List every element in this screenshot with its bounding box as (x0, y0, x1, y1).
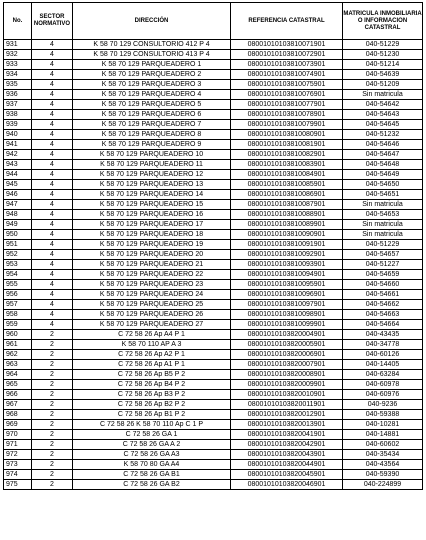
address-cell: C 72 58 26 Ap A2 P 1 (73, 350, 231, 360)
cadastral-ref-cell: 08001010103810097901 (231, 300, 343, 310)
cadastral-ref-cell: 08001010103810071901 (231, 40, 343, 50)
table-row (4, 220, 423, 230)
address-cell: K 58 70 129 PARQUEADERO 10 (73, 150, 231, 160)
cadastral-ref-cell: 08001010103810099901 (231, 320, 343, 330)
row-number: 948 (4, 210, 32, 220)
table-row (4, 210, 423, 220)
cadastral-ref-cell: 08001010103820009901 (231, 380, 343, 390)
address-cell: K 58 70 129 PARQUEADERO 22 (73, 270, 231, 280)
row-number: 947 (4, 200, 32, 210)
sector-cell: 4 (32, 190, 73, 200)
cadastral-ref-cell: 08001010103810080901 (231, 130, 343, 140)
registration-cell: 040-54639 (343, 70, 423, 80)
sector-cell: 2 (32, 400, 73, 410)
sector-cell: 4 (32, 230, 73, 240)
address-cell: K 58 70 129 PARQUEADERO 2 (73, 70, 231, 80)
table-row (4, 80, 423, 90)
address-cell: C 72 58 26 GA A3 (73, 450, 231, 460)
registration-cell: 040-51209 (343, 80, 423, 90)
row-number: 935 (4, 80, 32, 90)
table-row (4, 470, 423, 480)
cadastral-ref-cell: 08001010103810091901 (231, 240, 343, 250)
table-row (4, 240, 423, 250)
table-row (4, 120, 423, 130)
address-cell: K 58 70 129 PARQUEADERO 13 (73, 180, 231, 190)
row-number: 931 (4, 40, 32, 50)
cadastral-ref-cell: 08001010103810072901 (231, 50, 343, 60)
sector-cell: 4 (32, 90, 73, 100)
cadastral-ref-cell: 08001010103810078901 (231, 110, 343, 120)
table-row (4, 360, 423, 370)
address-cell: K 58 70 129 PARQUEADERO 12 (73, 170, 231, 180)
registration-cell: 040-59388 (343, 410, 423, 420)
row-number: 959 (4, 320, 32, 330)
address-cell: K 58 70 129 PARQUEADERO 8 (73, 130, 231, 140)
address-cell: K 58 70 129 CONSULTORIO 413 P 4 (73, 50, 231, 60)
address-cell: K 58 70 129 PARQUEADERO 27 (73, 320, 231, 330)
row-number: 971 (4, 440, 32, 450)
table-row (4, 110, 423, 120)
cadastral-ref-cell: 08001010103820041901 (231, 430, 343, 440)
address-cell: C 72 58 26 Ap B3 P 2 (73, 390, 231, 400)
row-number: 951 (4, 240, 32, 250)
registration-cell: 040-43435 (343, 330, 423, 340)
row-number: 967 (4, 400, 32, 410)
cadastral-ref-cell: 08001010103810084901 (231, 170, 343, 180)
sector-cell: 4 (32, 260, 73, 270)
cadastral-ref-cell: 08001010103810096901 (231, 290, 343, 300)
row-number: 945 (4, 180, 32, 190)
address-cell: K 58 70 129 PARQUEADERO 15 (73, 200, 231, 210)
registration-cell: 040-60602 (343, 440, 423, 450)
cadastral-ref-cell: 08001010103820044901 (231, 460, 343, 470)
table-row (4, 170, 423, 180)
address-cell: C 72 58 26 Ap B5 P 2 (73, 370, 231, 380)
table-row (4, 390, 423, 400)
cadastral-ref-cell: 08001010103810079901 (231, 120, 343, 130)
address-cell: C 72 58 26 Ap A4 P 1 (73, 330, 231, 340)
row-number: 954 (4, 270, 32, 280)
registration-cell: 040-60126 (343, 350, 423, 360)
cadastral-ref-cell: 08001010103820042901 (231, 440, 343, 450)
cadastral-ref-cell: 08001010103810085901 (231, 180, 343, 190)
cadastral-ref-cell: 08001010103810081901 (231, 140, 343, 150)
sector-cell: 2 (32, 370, 73, 380)
row-number: 949 (4, 220, 32, 230)
cadastral-ref-cell: 08001010103810075901 (231, 80, 343, 90)
table-row (4, 100, 423, 110)
table-row (4, 180, 423, 190)
sector-cell: 4 (32, 120, 73, 130)
address-cell: K 58 70 129 PARQUEADERO 18 (73, 230, 231, 240)
registration-cell: 040-54661 (343, 290, 423, 300)
sector-cell: 2 (32, 330, 73, 340)
sector-cell: 4 (32, 200, 73, 210)
address-cell: K 58 70 129 PARQUEADERO 19 (73, 240, 231, 250)
address-cell: K 58 70 80 GA A4 (73, 460, 231, 470)
table-row (4, 350, 423, 360)
row-number: 965 (4, 380, 32, 390)
row-number: 943 (4, 160, 32, 170)
table-row (4, 320, 423, 330)
table-row (4, 480, 423, 490)
registration-cell: 040-60978 (343, 380, 423, 390)
table-row (4, 330, 423, 340)
registration-cell: 040-14405 (343, 360, 423, 370)
registration-cell: 040-54647 (343, 150, 423, 160)
registration-cell: 040-54643 (343, 110, 423, 120)
row-number: 941 (4, 140, 32, 150)
sector-cell: 4 (32, 150, 73, 160)
row-number: 946 (4, 190, 32, 200)
sector-cell: 2 (32, 340, 73, 350)
cadastral-ref-cell: 08001010103820007901 (231, 360, 343, 370)
table-row (4, 200, 423, 210)
header-referencia: REFERENCIA CATASTRAL (231, 3, 343, 40)
cadastral-ref-cell: 08001010103820006901 (231, 350, 343, 360)
address-cell: C 72 58 26 Ap B2 P 2 (73, 400, 231, 410)
sector-cell: 4 (32, 140, 73, 150)
address-cell: K 58 70 129 PARQUEADERO 9 (73, 140, 231, 150)
row-number: 953 (4, 260, 32, 270)
header-no: No. (4, 3, 32, 40)
registration-cell: 040-54663 (343, 310, 423, 320)
registration-cell: 040-54659 (343, 270, 423, 280)
registration-cell: 040-10281 (343, 420, 423, 430)
table-row (4, 410, 423, 420)
address-cell: K 58 70 129 PARQUEADERO 3 (73, 80, 231, 90)
row-number: 933 (4, 60, 32, 70)
address-cell: K 58 70 129 PARQUEADERO 24 (73, 290, 231, 300)
table-row (4, 160, 423, 170)
cadastral-ref-cell: 08001010103810077901 (231, 100, 343, 110)
registration-cell: Sin matricula (343, 200, 423, 210)
registration-cell: 040-54664 (343, 320, 423, 330)
table-row (4, 450, 423, 460)
cadastral-ref-cell: 08001010103810094901 (231, 270, 343, 280)
sector-cell: 2 (32, 350, 73, 360)
address-cell: K 58 70 129 PARQUEADERO 26 (73, 310, 231, 320)
address-cell: C 72 58 26 K 58 70 110 Ap C 1 P (73, 420, 231, 430)
table-row (4, 230, 423, 240)
table-row (4, 50, 423, 60)
row-number: 952 (4, 250, 32, 260)
address-cell: C 72 58 26 GA A 2 (73, 440, 231, 450)
row-number: 970 (4, 430, 32, 440)
address-cell: K 58 70 129 PARQUEADERO 20 (73, 250, 231, 260)
row-number: 966 (4, 390, 32, 400)
cadastral-ref-cell: 08001010103820043901 (231, 450, 343, 460)
table-row (4, 430, 423, 440)
cadastral-ref-cell: 08001010103810074901 (231, 70, 343, 80)
row-number: 961 (4, 340, 32, 350)
registration-cell: 040-54649 (343, 170, 423, 180)
sector-cell: 2 (32, 420, 73, 430)
sector-cell: 4 (32, 60, 73, 70)
registration-cell: 040-51232 (343, 130, 423, 140)
address-cell: K 58 70 129 PARQUEADERO 16 (73, 210, 231, 220)
sector-cell: 4 (32, 320, 73, 330)
sector-cell: 4 (32, 270, 73, 280)
header-row (4, 3, 423, 40)
registration-cell: 040-54648 (343, 160, 423, 170)
row-number: 972 (4, 450, 32, 460)
address-cell: K 58 70 129 CONSULTORIO 412 P 4 (73, 40, 231, 50)
row-number: 932 (4, 50, 32, 60)
address-cell: C 72 58 26 Ap B1 P 2 (73, 410, 231, 420)
row-number: 964 (4, 370, 32, 380)
cadastral-ref-cell: 08001010103810089901 (231, 220, 343, 230)
header-sector: SECTOR NORMATIVO (32, 3, 73, 40)
table-row (4, 460, 423, 470)
sector-cell: 2 (32, 480, 73, 490)
table-row (4, 370, 423, 380)
sector-cell: 4 (32, 290, 73, 300)
table-row (4, 290, 423, 300)
registration-cell: 040-59390 (343, 470, 423, 480)
cadastral-ref-cell: 08001010103810090901 (231, 230, 343, 240)
sector-cell: 4 (32, 110, 73, 120)
cadastral-ref-cell: 08001010103820004901 (231, 330, 343, 340)
sector-cell: 2 (32, 460, 73, 470)
sector-cell: 4 (32, 300, 73, 310)
table-header (4, 3, 423, 40)
row-number: 936 (4, 90, 32, 100)
address-cell: C 72 58 26 GA B2 (73, 480, 231, 490)
cadastral-ref-cell: 08001010103810087901 (231, 200, 343, 210)
registration-cell: 040-54642 (343, 100, 423, 110)
address-cell: C 72 58 26 GA 1 (73, 430, 231, 440)
registration-cell: 040-54646 (343, 140, 423, 150)
cadastral-table (3, 2, 423, 490)
address-cell: K 58 70 129 PARQUEADERO 25 (73, 300, 231, 310)
table-body (4, 40, 423, 490)
registration-cell: 040-54651 (343, 190, 423, 200)
registration-cell: 040-60976 (343, 390, 423, 400)
address-cell: K 58 70 129 PARQUEADERO 14 (73, 190, 231, 200)
row-number: 974 (4, 470, 32, 480)
address-cell: K 58 70 129 PARQUEADERO 1 (73, 60, 231, 70)
table-row (4, 90, 423, 100)
cadastral-ref-cell: 08001010103820011901 (231, 400, 343, 410)
registration-cell: Sin matricula (343, 90, 423, 100)
row-number: 957 (4, 300, 32, 310)
sector-cell: 4 (32, 130, 73, 140)
table-row (4, 70, 423, 80)
cadastral-ref-cell: 08001010103820046901 (231, 480, 343, 490)
row-number: 939 (4, 120, 32, 130)
cadastral-ref-cell: 08001010103810095901 (231, 280, 343, 290)
table-row (4, 340, 423, 350)
row-number: 955 (4, 280, 32, 290)
registration-cell: 040-54650 (343, 180, 423, 190)
address-cell: K 58 70 129 PARQUEADERO 23 (73, 280, 231, 290)
sector-cell: 4 (32, 50, 73, 60)
sector-cell: 2 (32, 430, 73, 440)
registration-cell: 040-63284 (343, 370, 423, 380)
sector-cell: 2 (32, 450, 73, 460)
sector-cell: 4 (32, 310, 73, 320)
registration-cell: 040-54662 (343, 300, 423, 310)
registration-cell: 040-51230 (343, 50, 423, 60)
table-row (4, 190, 423, 200)
sector-cell: 4 (32, 180, 73, 190)
row-number: 962 (4, 350, 32, 360)
cadastral-ref-cell: 08001010103820013901 (231, 420, 343, 430)
table-row (4, 250, 423, 260)
table-row (4, 130, 423, 140)
table-row (4, 400, 423, 410)
sector-cell: 4 (32, 280, 73, 290)
row-number: 975 (4, 480, 32, 490)
cadastral-ref-cell: 08001010103810083901 (231, 160, 343, 170)
row-number: 958 (4, 310, 32, 320)
address-cell: K 58 70 129 PARQUEADERO 17 (73, 220, 231, 230)
registration-cell: 040-51214 (343, 60, 423, 70)
table-row (4, 420, 423, 430)
address-cell: K 58 70 129 PARQUEADERO 4 (73, 90, 231, 100)
registration-cell: 040-54645 (343, 120, 423, 130)
cadastral-ref-cell: 08001010103810093901 (231, 260, 343, 270)
sector-cell: 2 (32, 360, 73, 370)
registration-cell: 040-224899 (343, 480, 423, 490)
sector-cell: 4 (32, 40, 73, 50)
cadastral-ref-cell: 08001010103820008901 (231, 370, 343, 380)
row-number: 950 (4, 230, 32, 240)
address-cell: K 58 70 110 AP A 3 (73, 340, 231, 350)
registration-cell: 040-34778 (343, 340, 423, 350)
registration-cell: 040-43564 (343, 460, 423, 470)
sector-cell: 4 (32, 100, 73, 110)
sector-cell: 4 (32, 160, 73, 170)
registration-cell: 040-51229 (343, 40, 423, 50)
cadastral-ref-cell: 08001010103820010901 (231, 390, 343, 400)
cadastral-ref-cell: 08001010103810073901 (231, 60, 343, 70)
row-number: 937 (4, 100, 32, 110)
sector-cell: 4 (32, 250, 73, 260)
address-cell: K 58 70 129 PARQUEADERO 5 (73, 100, 231, 110)
row-number: 969 (4, 420, 32, 430)
cadastral-ref-cell: 08001010103820005901 (231, 340, 343, 350)
registration-cell: 040-51229 (343, 240, 423, 250)
sector-cell: 4 (32, 80, 73, 90)
cadastral-ref-cell: 08001010103810076901 (231, 90, 343, 100)
registration-cell: 040-54657 (343, 250, 423, 260)
cadastral-ref-cell: 08001010103810086901 (231, 190, 343, 200)
table-row (4, 300, 423, 310)
table-row (4, 150, 423, 160)
row-number: 940 (4, 130, 32, 140)
address-cell: C 72 58 26 Ap B4 P 2 (73, 380, 231, 390)
sector-cell: 2 (32, 390, 73, 400)
sector-cell: 4 (32, 240, 73, 250)
address-cell: C 72 58 26 GA B1 (73, 470, 231, 480)
row-number: 938 (4, 110, 32, 120)
registration-cell: 040-54653 (343, 210, 423, 220)
cadastral-ref-cell: 08001010103810088901 (231, 210, 343, 220)
cadastral-ref-cell: 08001010103810082901 (231, 150, 343, 160)
sector-cell: 2 (32, 440, 73, 450)
registration-cell: 040-9236 (343, 400, 423, 410)
cadastral-ref-cell: 08001010103810098901 (231, 310, 343, 320)
header-direccion: DIRECCIÓN (73, 3, 231, 40)
row-number: 973 (4, 460, 32, 470)
row-number: 934 (4, 70, 32, 80)
sector-cell: 2 (32, 410, 73, 420)
address-cell: K 58 70 129 PARQUEADERO 7 (73, 120, 231, 130)
header-matricula: MATRICULA INMOBILIARIA O INFORMACION CATASTRAL (343, 3, 423, 40)
address-cell: K 58 70 129 PARQUEADERO 21 (73, 260, 231, 270)
sector-cell: 4 (32, 70, 73, 80)
row-number: 963 (4, 360, 32, 370)
table-row (4, 140, 423, 150)
sector-cell: 4 (32, 170, 73, 180)
registration-cell: 040-54660 (343, 280, 423, 290)
table-row (4, 270, 423, 280)
address-cell: C 72 58 26 Ap A1 P 1 (73, 360, 231, 370)
sector-cell: 2 (32, 470, 73, 480)
table-row (4, 60, 423, 70)
cadastral-ref-cell: 08001010103810092901 (231, 250, 343, 260)
table-row (4, 440, 423, 450)
row-number: 944 (4, 170, 32, 180)
sector-cell: 4 (32, 210, 73, 220)
row-number: 956 (4, 290, 32, 300)
row-number: 968 (4, 410, 32, 420)
registration-cell: Sin matricula (343, 220, 423, 230)
registration-cell: 040-51227 (343, 260, 423, 270)
table-row (4, 380, 423, 390)
address-cell: K 58 70 129 PARQUEADERO 11 (73, 160, 231, 170)
sector-cell: 4 (32, 220, 73, 230)
cadastral-ref-cell: 08001010103820045901 (231, 470, 343, 480)
row-number: 960 (4, 330, 32, 340)
table-row (4, 310, 423, 320)
registration-cell: Sin matricula (343, 230, 423, 240)
sector-cell: 2 (32, 380, 73, 390)
row-number: 942 (4, 150, 32, 160)
table-row (4, 40, 423, 50)
registration-cell: 040-14881 (343, 430, 423, 440)
table-row (4, 280, 423, 290)
address-cell: K 58 70 129 PARQUEADERO 6 (73, 110, 231, 120)
cadastral-ref-cell: 08001010103820012901 (231, 410, 343, 420)
registration-cell: 040-35434 (343, 450, 423, 460)
table-row (4, 260, 423, 270)
